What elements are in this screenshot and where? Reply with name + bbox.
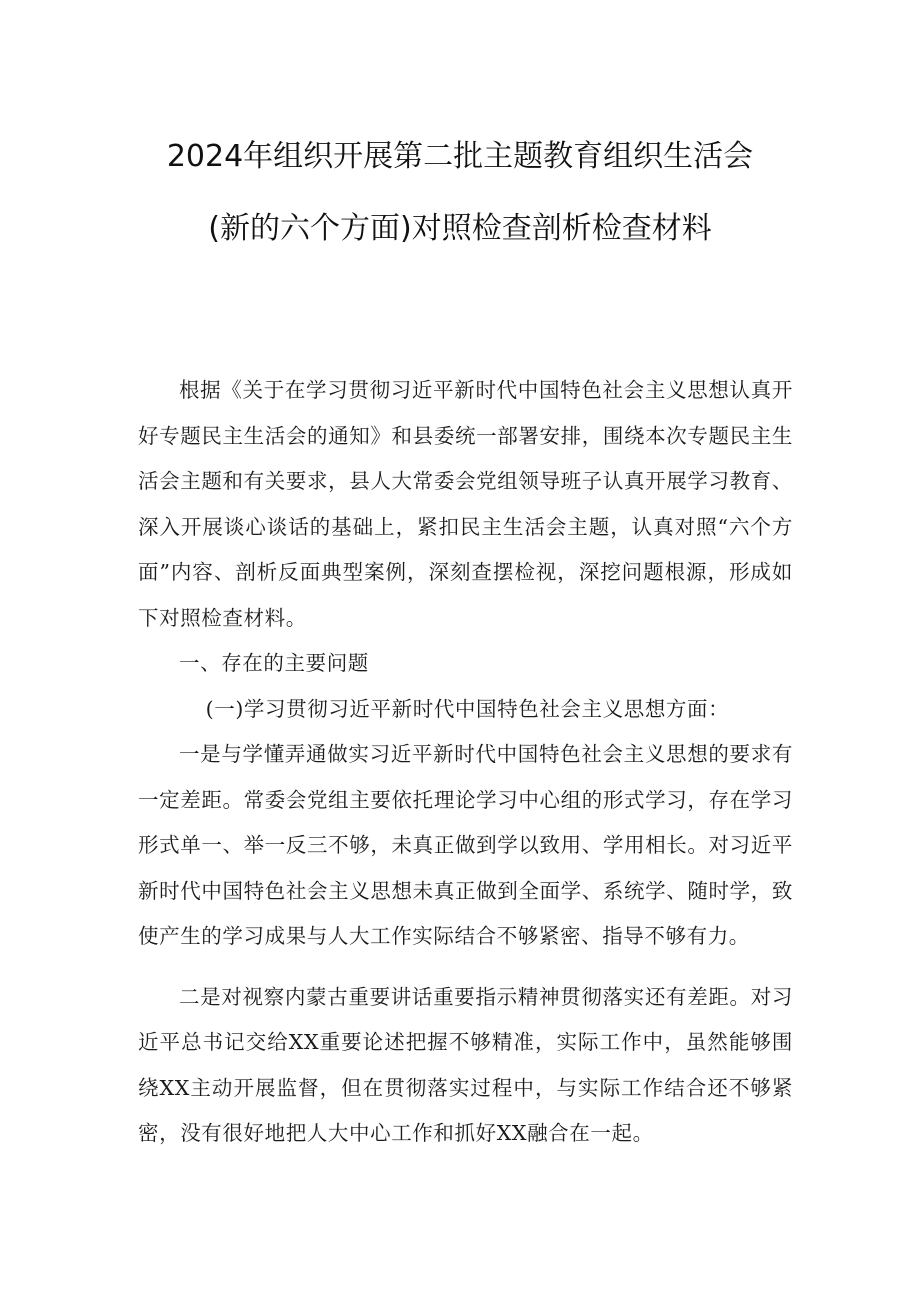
document-title-line-1: 2024年组织开展第二批主题教育组织生活会: [166, 139, 754, 174]
subsection-heading-study: (一)学习贯彻习近平新时代中国特色社会主义思想方面：: [205, 696, 730, 721]
problem-paragraph-2: 二是对视察内蒙古重要讲话重要指示精神贯彻落实还有差距。对习近平总书记交给XX重要论述把握不够精准，实际工作中，虽然能够围绕XX主动开展监督，但在贯彻落实过程中，与实际工作结合还不够紧密，没有很好地把人大中心工作和抓好XX融合在一起。: [138, 984, 793, 1145]
document-title-line-2: (新的六个方面)对照检查剖析检查材料: [208, 211, 712, 246]
intro-paragraph: 根据《关于在学习贯彻习近平新时代中国特色社会主义思想认真开好专题民主生活会的通知》和县委统一部署安排，围绕本次专题民主生活会主题和有关要求，县人大常委会党组领导班子认真开展学习教育、深入开展谈心谈话的基础上，紧扣民主生活会主题，认真对照“六个方面”内容、剖析反面典型案例，深刻查摆检视，深挖问题根源，形成如下对照检查材料。: [138, 378, 793, 630]
document-body: [138, 368, 793, 1157]
problem-paragraph-1: 一是与学懂弄通做实习近平新时代中国特色社会主义思想的要求有一定差距。常委会党组主要依托理论学习中心组的形式学习，存在学习形式单一、举一反三不够，未真正做到学以致用、学用相长。对习近平新时代中国特色社会主义思想未真正做到全面学、系统学、随时学，致使产生的学习成果与人大工作实际结合不够紧密、指导不够有力。: [138, 742, 793, 948]
section-heading-main-problems: 一、存在的主要问题: [179, 651, 369, 675]
